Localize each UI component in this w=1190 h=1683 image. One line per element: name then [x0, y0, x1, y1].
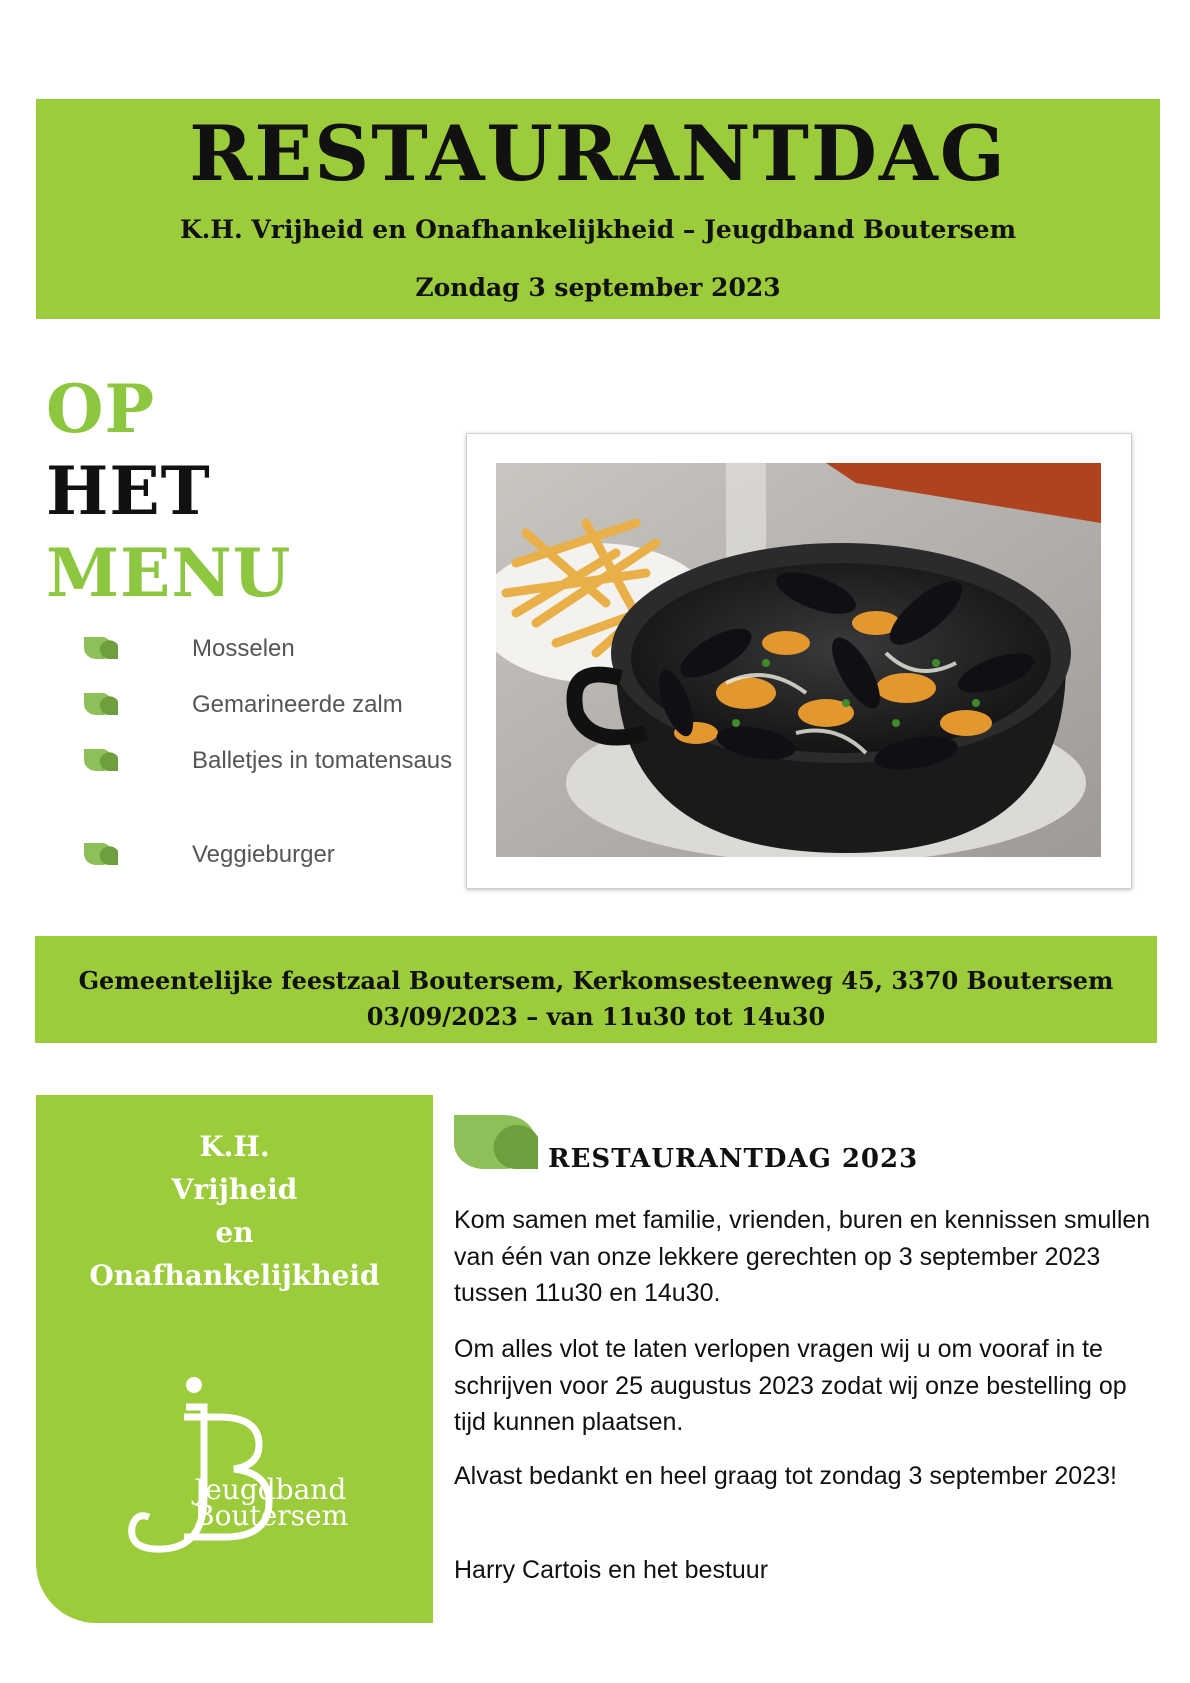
event-time: 03/09/2023 – van 11u30 tot 14u30: [366, 1002, 826, 1031]
page-title: RESTAURANTDAG: [189, 109, 1007, 198]
menu-item-label: Gemarineerde zalm: [192, 691, 403, 718]
menu-item-label: Veggieburger: [192, 841, 335, 868]
mussels-and-fries-photo: [496, 463, 1101, 857]
menu-heading-menu: MENU: [46, 534, 292, 612]
side-org-name: [36, 1125, 433, 1297]
article-title: RESTAURANTDAG 2023: [548, 1144, 919, 1174]
leaf-bullet-icon: [82, 691, 120, 717]
article-paragraph: Kom samen met familie, vrienden, buren en kennissen smullen van één van onze lekkere gerechten op 3 september 2023 tussen 11u30 en 14u30.: [454, 1206, 1151, 1307]
menu-item-label: Mosselen: [192, 635, 295, 662]
event-date: Zondag 3 september 2023: [415, 273, 781, 302]
organizers-line: K.H. Vrijheid en Onafhankelijkheid – Jeugdband Boutersem: [179, 215, 1017, 244]
article-paragraph: Alvast bedankt en heel graag tot zondag 3 september 2023!: [454, 1462, 1117, 1490]
logo-text-line: Jeugdband: [194, 1473, 347, 1506]
logo-text-line: Boutersem: [194, 1499, 349, 1532]
menu-item-label: Balletjes in tomatensaus: [192, 747, 453, 774]
side-org-line: K.H.: [199, 1130, 270, 1163]
venue-address: Gemeentelijke feestzaal Boutersem, Kerkomsesteenweg 45, 3370 Boutersem: [78, 966, 1114, 995]
signature: Harry Cartois en het bestuur: [454, 1556, 769, 1584]
side-panel: [36, 1095, 433, 1623]
leaf-bullet-icon: [82, 841, 120, 867]
menu-heading-het: HET: [46, 452, 211, 530]
leaf-heading-icon: [454, 1115, 540, 1169]
leaf-bullet-icon: [82, 635, 120, 661]
menu-heading-op: OP: [46, 370, 156, 448]
location-banner: [35, 936, 1157, 1043]
side-org-line: Onafhankelijkheid: [89, 1259, 380, 1292]
leaf-bullet-icon: [82, 747, 120, 773]
photo-frame: [466, 433, 1132, 889]
article-paragraph: Om alles vlot te laten verlopen vragen wij u om vooraf in te schrijven voor 25 augustus 2023 zodat wij onze bestelling op tijd kunnen plaatsen.: [454, 1335, 1127, 1436]
side-org-line: en: [215, 1216, 254, 1249]
header-banner: [36, 99, 1160, 319]
side-org-line: Vrijheid: [171, 1173, 298, 1206]
